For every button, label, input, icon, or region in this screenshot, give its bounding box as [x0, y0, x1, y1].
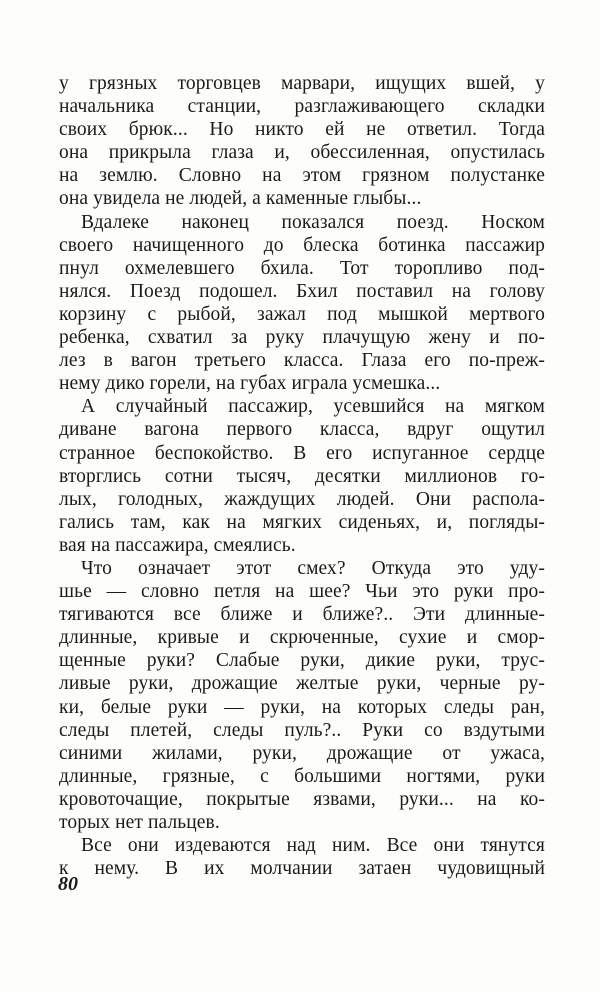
text-line: своих брюк... Но никто ей не ответил. Тогда [59, 119, 545, 141]
text-line: ливые руки, дрожащие желтые руки, черные ру- [59, 673, 545, 695]
page-number: 80 [58, 873, 78, 895]
text-line: гались там, как на мягких сиденьях, и, погляды- [59, 511, 545, 533]
text-line: к нему. В их молчании затаен чудовищный [59, 858, 545, 880]
text-line: она увидела не людей, а каменные глыбы... [59, 188, 422, 210]
text-line: шье — словно петля на шее? Чьи это руки про- [59, 581, 545, 603]
text-line: торых нет пальцев. [59, 812, 220, 833]
text-line: следы плетей, следы пуль?.. Руки со вздутыми [59, 719, 545, 741]
text-line: лых, голодных, жаждущих людей. Они распола- [59, 488, 545, 510]
text-line: странное беспокойство. В его испуганное сердце [59, 442, 545, 464]
text-line: длинные, кривые и скрюченные, сухие и смор- [59, 627, 545, 649]
text-line: начальника станции, разглаживающего складки [59, 96, 545, 118]
text-line: ки, белые руки — руки, на которых следы ран, [59, 696, 545, 718]
text-line: синими жилами, руки, дрожащие от ужаса, [59, 742, 545, 764]
text-line: щенные руки? Слабые руки, дикие руки, трус- [59, 650, 545, 672]
text-line: лез в вагон третьего класса. Глаза его по-преж- [59, 350, 545, 372]
text-line: у грязных торговцев марвари, ищущих вшей, у [59, 73, 545, 94]
text-line: кровоточащие, покрытые язвами, руки... на ко- [59, 788, 545, 810]
text-line: нялся. Поезд подошел. Бхил поставил на голову [59, 280, 545, 302]
text-line: она прикрыла глаза и, обессиленная, опустилась [59, 142, 545, 164]
text-line: вая на пассажира, смеялись. [59, 534, 296, 556]
text-line: длинные, грязные, с большими ногтями, руки [59, 765, 545, 787]
text-line: тягиваются все ближе и ближе?.. Эти длинные- [59, 604, 545, 626]
text-line: А случайный пассажир, усевшийся на мягком [81, 396, 545, 418]
text-line: вторглись сотни тысяч, десятки миллионов го- [59, 465, 545, 487]
text-line: ребенка, схватил за руку плачущую жену и по- [59, 327, 545, 349]
text-line: Все они издеваются над ним. Все они тянутся [81, 835, 545, 857]
text-line: нему дико горели, на губах играла усмешка... [59, 373, 441, 395]
text-line: диване вагона первого класса, вдруг ощутил [59, 419, 545, 441]
text-line: Что означает этот смех? Откуда это уду- [81, 557, 545, 579]
text-line: пнул охмелевшего бхила. Тот торопливо под- [59, 257, 545, 279]
text-line: на землю. Словно на этом грязном полустанке [59, 165, 545, 187]
text-line: корзину с рыбой, зажал под мышкой мертвого [59, 303, 545, 325]
text-line: Вдалеке наконец показался поезд. Носком [81, 211, 545, 233]
body-text [59, 72, 545, 880]
text-line: своего начищенного до блеска ботинка пассажир [59, 234, 545, 256]
